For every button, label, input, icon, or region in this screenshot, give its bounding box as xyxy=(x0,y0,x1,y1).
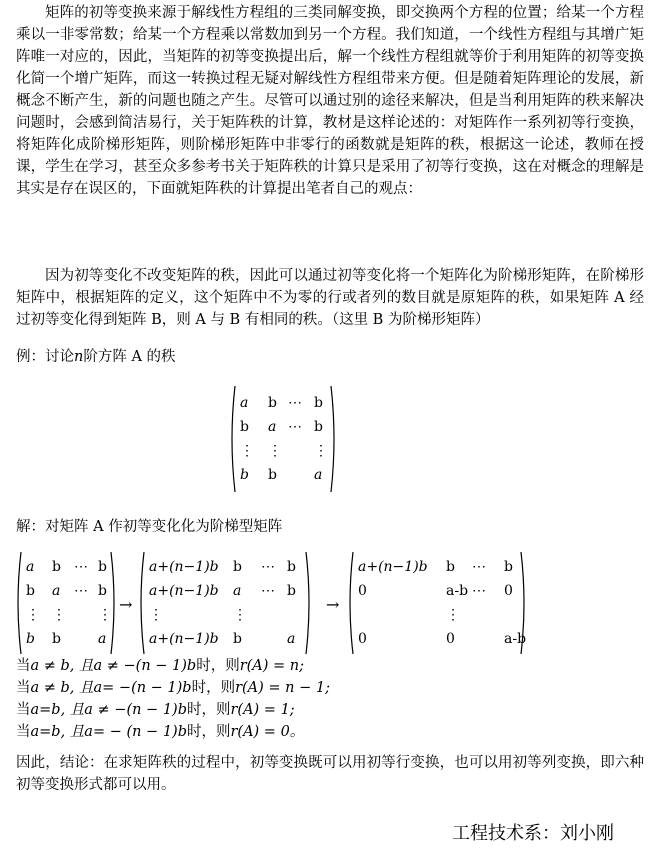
matrix-cell: 0 xyxy=(446,631,455,647)
matrix-cell: b xyxy=(233,631,242,647)
matrix-cell: ⋯ xyxy=(288,395,302,411)
matrix-cell: b xyxy=(52,631,61,647)
case-prefix: 当 xyxy=(16,702,31,718)
case-then: 时，则 xyxy=(191,680,236,696)
case-condition: a ≠ b, 且a= −(n − 1)b xyxy=(30,680,192,696)
matrix-cell: ⋯ xyxy=(288,419,302,435)
case-prefix: 当 xyxy=(16,724,31,740)
matrix-cell: ⋯ xyxy=(74,559,88,575)
matrix-cell: b xyxy=(314,419,323,435)
matrix-cell: a-b xyxy=(504,631,527,647)
case-line xyxy=(16,700,295,720)
matrix-cell: a+(n−1)b xyxy=(149,631,219,647)
matrix-cell: 0 xyxy=(358,583,367,599)
matrix-cell: a xyxy=(26,559,35,575)
matrix-cell: b xyxy=(26,631,35,647)
matrix-cell: ⋮ xyxy=(52,607,66,623)
matrix-cell: a+(n−1)b xyxy=(358,559,428,575)
right-paren xyxy=(306,552,309,654)
matrix-cell: ⋮ xyxy=(268,443,282,459)
matrix-cell: 0 xyxy=(358,631,367,647)
case-condition: a=b, 且a ≠ −(n − 1)b xyxy=(30,702,187,718)
matrix-cell: ⋮ xyxy=(26,607,40,623)
case-then: 时，则 xyxy=(186,702,231,718)
left-paren xyxy=(232,386,235,492)
matrix-cell: b xyxy=(240,467,249,483)
case-result: r(A) = 1; xyxy=(230,702,295,718)
matrix-cell: ⋯ xyxy=(261,583,275,599)
matrix-cell: b xyxy=(52,559,61,575)
matrix-cell: b xyxy=(98,559,107,575)
paragraph-1: 矩阵的初等变换来源于解线性方程组的三类同解变换，即交换两个方程的位置；给某一个方程乘以一非零常数；给某一个方程乘以常数加到另一个方程。我们知道，一个线性方程组与其增广矩阵唯一对应的，因此，当矩阵的初等变换提出后，解一个线性方程组就等价于利用矩阵的初等变换化简一个增广矩阵，而这一转换过程无疑对解线性方程组带来方便。但是随着矩阵理论的发展，新概念不断产生，新的问题也随之产生。尽管可以通过别的途径来解决，但是当利用矩阵的秩来解决问题时，会感到简洁易行，关于矩阵秩的计算，教材是这样论述的：对矩阵作一系列初等行变换，将矩阵化成阶梯形矩阵，则阶梯形矩阵中非零行的函数就是矩阵的秩，根据这一论述，教师在授课，学生在学习，甚至众多参考书关于矩阵秩的计算只是采用了初等行变换，这在对概念的理解是其实是存在误区的，下面就矩阵秩的计算提出笔者自己的观点： xyxy=(16,5,644,197)
case-line xyxy=(16,722,304,742)
matrix-cell: b xyxy=(268,467,277,483)
case-result: r(A) = 0。 xyxy=(230,724,305,740)
matrix-step-3 xyxy=(346,550,528,656)
left-paren xyxy=(18,552,21,654)
example-suffix: 阶方阵 A 的秩 xyxy=(83,349,176,365)
case-result: r(A) = n; xyxy=(239,658,305,674)
example-prefix: 例：讨论 xyxy=(16,349,74,365)
matrix-cell: ⋯ xyxy=(472,559,486,575)
matrix-cell: ⋯ xyxy=(74,583,88,599)
matrix-cell: ⋯ xyxy=(472,583,486,599)
matrix-cell: ⋮ xyxy=(98,607,112,623)
matrix-cell: a-b xyxy=(446,583,469,599)
matrix-cell: ⋯ xyxy=(261,559,275,575)
matrix-cell: a xyxy=(233,583,242,599)
example-var: n xyxy=(74,349,84,365)
left-paren xyxy=(141,552,144,654)
case-then: 时，则 xyxy=(186,724,231,740)
case-line xyxy=(16,656,304,676)
case-then: 时，则 xyxy=(196,658,240,674)
matrix-cell: b xyxy=(504,559,513,575)
matrix-cell: b xyxy=(26,583,35,599)
matrix-cell: a+(n−1)b xyxy=(149,583,219,599)
right-paren xyxy=(331,386,334,492)
matrix-step-2 xyxy=(137,550,313,656)
matrix-step-1 xyxy=(14,550,118,656)
case-condition: a ≠ b, 且a ≠ −(n − 1)b xyxy=(30,658,197,674)
matrix-cell: ⋮ xyxy=(149,607,163,623)
case-condition: a=b, 且a= − (n − 1)b xyxy=(30,724,187,740)
matrix-cell: b xyxy=(287,559,296,575)
matrix-a xyxy=(228,384,338,494)
case-prefix: 当 xyxy=(16,680,31,696)
matrix-cell: ⋮ xyxy=(240,443,254,459)
matrix-cell: b xyxy=(287,583,296,599)
matrix-cell: a xyxy=(98,631,107,647)
matrix-cell: a+(n−1)b xyxy=(149,559,219,575)
matrix-cell: b xyxy=(98,583,107,599)
matrix-cell: a xyxy=(268,419,277,435)
matrix-cell: b xyxy=(240,419,249,435)
paragraph-2: 因为初等变化不改变矩阵的秩，因此可以通过初等变化将一个矩阵化为阶梯形矩阵，在阶梯形矩阵中，根据矩阵的定义，这个矩阵中不为零的行或者列的数目就是原矩阵的秩，如果矩阵 A 经过初等变化得到矩阵 B，则 A 与 B 有相同的秩。（这里 B 为阶梯形矩阵） xyxy=(16,268,644,328)
matrix-cell: ⋮ xyxy=(314,443,328,459)
matrix-cell: 0 xyxy=(504,583,513,599)
signature: 工程技术系：刘小刚 xyxy=(452,823,614,844)
matrix-cell: a xyxy=(314,467,323,483)
matrix-cell: ⋮ xyxy=(446,607,460,623)
matrix-cell: b xyxy=(446,559,455,575)
left-paren xyxy=(350,552,353,654)
solution-intro: 解：对矩阵 A 作初等变化化为阶梯型矩阵 xyxy=(16,519,283,535)
matrix-cell: b xyxy=(314,395,323,411)
case-result: r(A) = n − 1; xyxy=(235,680,330,696)
arrow-2: → xyxy=(326,595,340,614)
matrix-cell: b xyxy=(268,395,277,411)
case-line xyxy=(16,678,330,698)
matrix-cell: a xyxy=(52,583,61,599)
example-line xyxy=(16,347,176,367)
conclusion: 因此，结论：在求矩阵秩的过程中，初等变换既可以用初等行变换，也可以用初等列变换，即六种初等变换形式都可以用。 xyxy=(16,755,644,793)
arrow-1: → xyxy=(119,595,133,614)
matrix-cell: ⋮ xyxy=(233,607,247,623)
matrix-cell: a xyxy=(240,395,249,411)
matrix-cell: b xyxy=(233,559,242,575)
matrix-cell: a xyxy=(287,631,296,647)
case-prefix: 当 xyxy=(16,658,31,674)
